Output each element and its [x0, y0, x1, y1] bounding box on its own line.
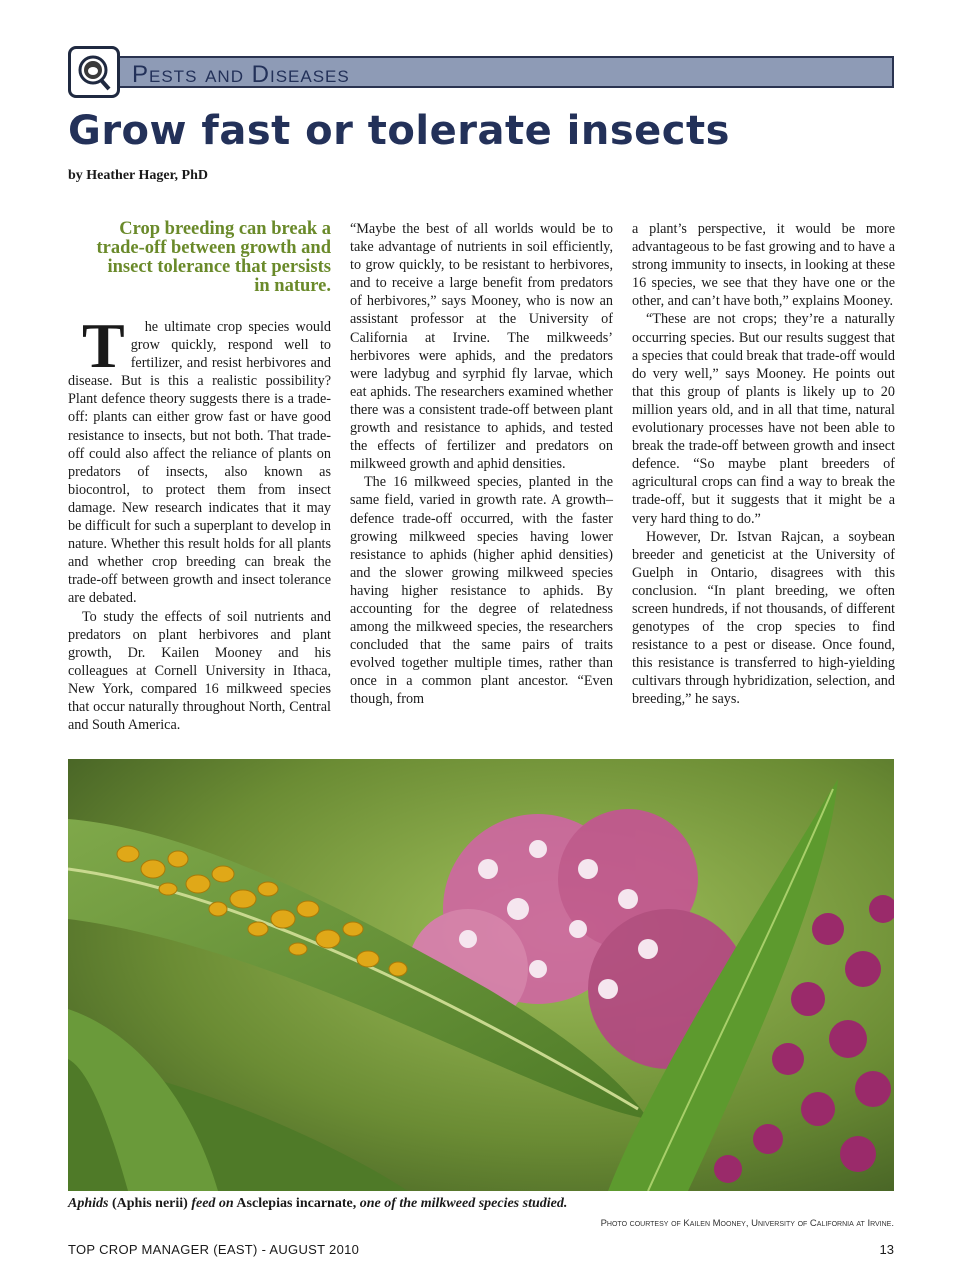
article-column-1 [68, 220, 331, 734]
photo-credit: Photo courtesy of Kailen Mooney, University of California at Irvine. [600, 1218, 894, 1229]
section-label: Pests and Diseases [132, 61, 350, 88]
caption-text: (Aphis nerii) [108, 1196, 192, 1211]
paragraph [68, 310, 331, 608]
paragraph: However, Dr. Istvan Rajcan, a soybean breeder and geneticist at the University of Guelph in Ontario, disagrees with this conclusion. “In plant breeding, we often screen hundreds, if not thousands, of different genotypes of the crop species to find resistance to a pest or disease. Once found, this resistance is transferred to high-yielding cultivars through hybridization, selection, and breeding,” he says. [632, 528, 895, 708]
article-column-3 [632, 220, 895, 709]
photo-caption [68, 1196, 894, 1212]
caption-text: feed on [191, 1196, 234, 1211]
caption-text: one of the milkweed species studied. [359, 1196, 568, 1211]
caption-text: Asclepias incarnate, [233, 1196, 360, 1211]
drop-cap: T [82, 310, 125, 381]
article-title: Grow fast or tolerate insects [68, 108, 730, 154]
article-column-2 [350, 220, 613, 709]
paragraph-text: he ultimate crop species would grow quickly, respond well to fertilizer, and resist herbivores and disease. But is this a realistic possibility? Plant defence theory suggests there is a trade-off: plants can either grow fast or have good resistance to insects, but not both. That trade-off could also affect the reliance of plants on predators of insects, also known as biocontrol, to protect them from insect damage. New research indicates that it may be difficult for such a superplant to develop in nature. Whether this result holds for all plants and whether crop breeding can break the trade-off between growth and insect tolerance are debated. [68, 319, 331, 607]
caption-text: Aphids [68, 1196, 109, 1211]
section-header-bar [112, 56, 894, 88]
paragraph: a plant’s perspective, it would be more advantageous to be fast growing and to have a strong immunity to insects, in looking at these 16 species, we see that they have one or the other, and can’t have both,” explains Mooney. [632, 221, 895, 310]
paragraph: “These are not crops; they’re a naturally occurring species. But our results suggest that a species that could break that trade-off would do very well,” says Mooney. He points out that this group of plants is likely up to 20 million years old, and in all that time, natural evolutionary processes have not been able to break the trade-off between growth and insect defence. “So maybe plant breeders of agricultural crops can find a way to break the trade-off, but it suggests that it might be a very hard thing to do.” [632, 311, 895, 527]
publication-footer: TOP CROP MANAGER (EAST) - AUGUST 2010 [68, 1242, 360, 1257]
paragraph: The 16 milkweed species, planted in the same field, varied in growth rate. A growth–defence trade-off occurred, with the faster growing milkweed species having lower resistance to aphids (higher aphid densities) and the slower growing milkweed species having higher resistance to aphids. By accounting for the degree of relatedness among the milkweed species, the researchers concluded that the same pairs of traits evolved together multiple times, rather than once in a common plant ancestor. “Even though, from [350, 474, 613, 708]
pull-quote: Crop breeding can break a trade-off between growth and insect tolerance that persists in nature. [96, 219, 331, 296]
page-number: 13 [879, 1242, 894, 1257]
paragraph: “Maybe the best of all worlds would be to take advantage of nutrients in soil efficiently, to grow quickly, to be resistant to herbivores, and to receive a large benefit from predators of herbivores,” says Mooney, who is now an assistant professor at the University of California at Irvine. The milkweeds’ herbivores were aphids, and the predators were ladybug and syrphid fly larvae, which eat aphids. The researchers examined whether there was a consistent trade-off between plant growth and resistance to aphids, and tested the effects of fertilizer and predators on milkweed growth and aphid densities. [350, 221, 613, 473]
magnifier-bug-icon [68, 46, 120, 98]
paragraph: To study the effects of soil nutrients and predators on plant herbivores and plant growth, Dr. Kailen Mooney and his colleagues at Cornell University in Ithaca, New York, compared 16 milkweed species that occur naturally throughout North, Central and South America. [68, 608, 331, 734]
aphids-milkweed-photo [68, 759, 894, 1191]
byline: by Heather Hager, PhD [68, 168, 208, 183]
